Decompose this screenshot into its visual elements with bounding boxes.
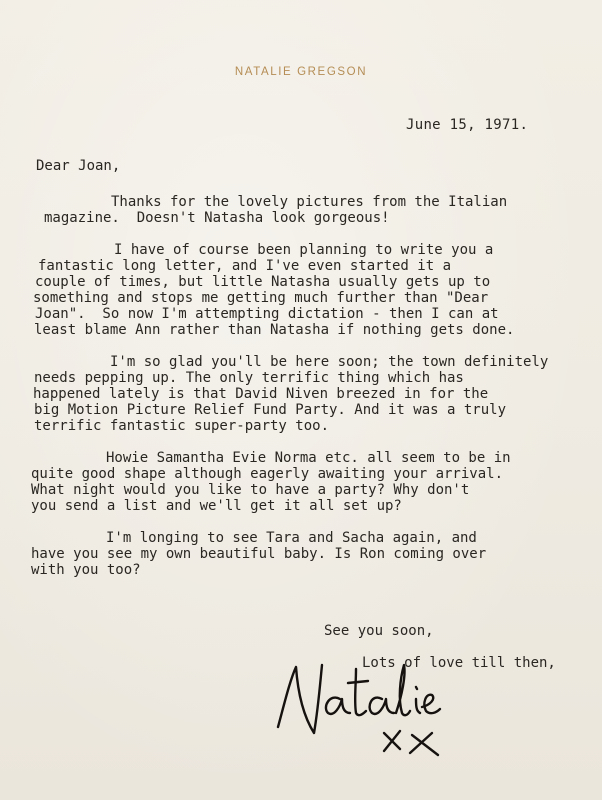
paragraph-3-line-4: big Motion Picture Relief Fund Party. And it was a truly bbox=[34, 402, 507, 418]
paragraph-4-line-4: you send a list and we'll get it all set up? bbox=[31, 498, 402, 514]
paragraph-5-line-1: I'm longing to see Tara and Sacha again, and bbox=[106, 530, 477, 546]
handwritten-signature bbox=[270, 655, 470, 765]
letter-date: June 15, 1971. bbox=[406, 117, 529, 133]
paragraph-2-line-6: least blame Ann rather than Natasha if nothing gets done. bbox=[34, 322, 515, 338]
paragraph-2-line-1: I have of course been planning to write you a bbox=[114, 242, 494, 258]
paragraph-3-line-5: terrific fantastic super-party too. bbox=[34, 418, 330, 434]
paragraph-3-line-3: happened lately is that David Niven breezed in for the bbox=[33, 386, 489, 402]
paragraph-2-line-4: something and stops me getting much further than "Dear bbox=[33, 290, 489, 306]
salutation: Dear Joan, bbox=[36, 158, 121, 174]
paragraph-2-line-5: Joan". So now I'm attempting dictation - then I can at bbox=[35, 306, 499, 322]
closing-line-1: See you soon, bbox=[324, 623, 434, 639]
letterhead: NATALIE GREGSON bbox=[234, 66, 368, 78]
paragraph-4-line-2: quite good shape although eagerly awaiting your arrival. bbox=[31, 466, 504, 482]
paragraph-4-line-3: What night would you like to have a party? Why don't bbox=[31, 482, 470, 498]
paragraph-2-line-3: couple of times, but little Natasha usually gets up to bbox=[35, 274, 491, 290]
closing-line-2: Lots of love till then, bbox=[362, 655, 556, 671]
paragraph-1-line-1: Thanks for the lovely pictures from the Italian bbox=[111, 194, 508, 210]
paragraph-5-line-3: with you too? bbox=[31, 562, 141, 578]
paragraph-2-line-2: fantastic long letter, and I've even started it a bbox=[38, 258, 452, 274]
paragraph-5-line-2: have you see my own beautiful baby. Is Ron coming over bbox=[31, 546, 487, 562]
paragraph-4-line-1: Howie Samantha Evie Norma etc. all seem to be in bbox=[106, 450, 511, 466]
paragraph-3-line-2: needs pepping up. The only terrific thing which has bbox=[34, 370, 464, 386]
paragraph-1-line-2: magazine. Doesn't Natasha look gorgeous! bbox=[44, 210, 390, 226]
paragraph-3-line-1: I'm so glad you'll be here soon; the town definitely bbox=[110, 354, 549, 370]
